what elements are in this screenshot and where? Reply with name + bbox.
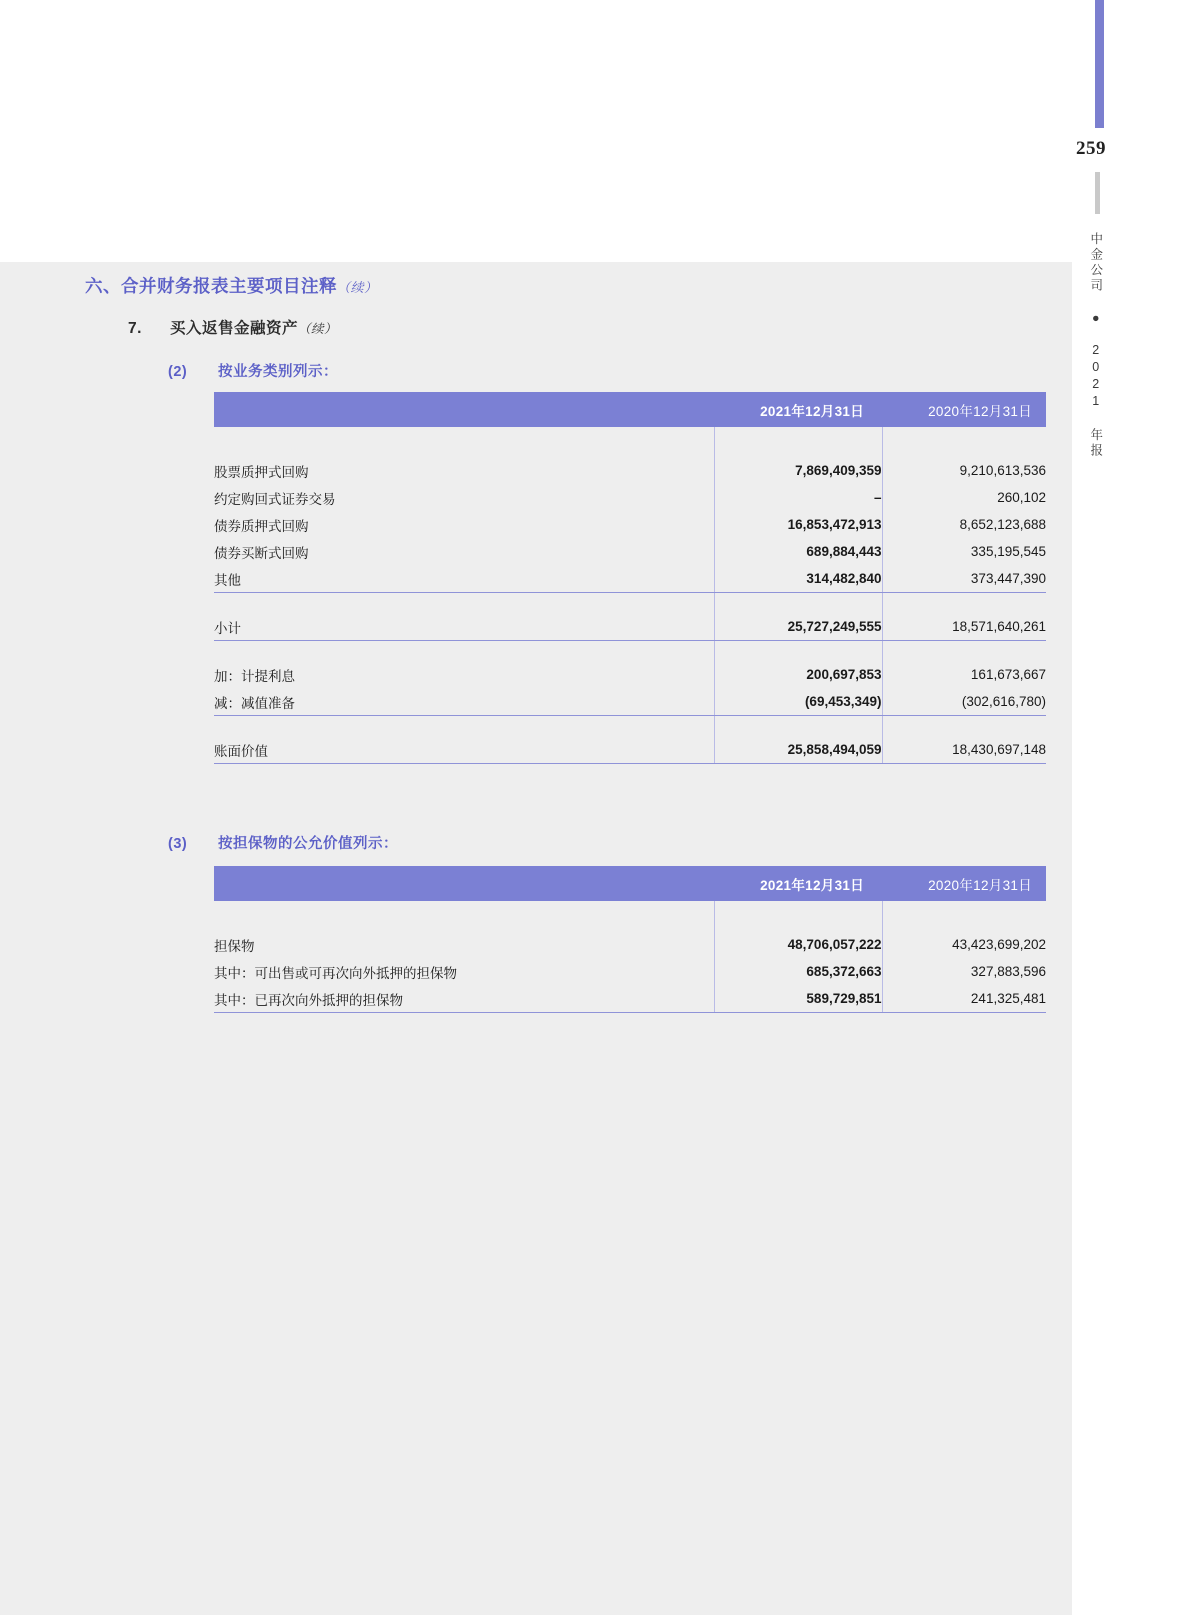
spacer-cell-label [214,901,714,931]
table-header-row [214,866,1046,901]
subtotal-value-2021: 25,727,249,555 [714,613,882,641]
row-value-2021: 685,372,663 [714,958,882,985]
row-label: 担保物 [214,938,255,954]
row-value-2020: 241,325,481 [882,985,1046,1013]
table-total-row [214,736,1046,764]
row-value-2021: 589,729,851 [714,985,882,1013]
table-spacer [214,427,1046,457]
row-value-2020: 335,195,545 [970,544,1046,559]
table-row [214,511,1046,538]
table-row [214,484,1046,511]
table-spacer [214,901,1046,931]
page-marker-bar [1095,0,1104,128]
table-header-2020: 2020年12月31日 [882,866,1046,901]
table-spacer [214,641,1046,662]
total-value-2020: 18,430,697,148 [882,736,1046,764]
spacer-cell-2020 [882,901,1046,931]
item-continued: （续） [298,322,338,336]
item-number: 7. [128,320,142,337]
table-row [214,985,1046,1013]
row-value-2021: 314,482,840 [714,565,882,593]
section-heading [85,273,378,298]
item-title: 买入返售金融资产 [170,320,299,337]
spacer-cell-2020 [882,716,1046,737]
spacer-cell-2021 [714,901,882,931]
business-category-table [214,392,1046,764]
subsection-3-title: 按担保物的公允价值列示： [218,836,398,852]
spacer-cell-2020 [882,427,1046,457]
row-value-2020: 161,673,667 [970,667,1046,682]
subsection-2-title: 按业务类别列示： [218,364,338,380]
running-header-separator: ● [1088,311,1103,326]
row-value-2021: (69,453,349) [714,688,882,716]
row-value-2021: 48,706,057,222 [714,931,882,958]
spacer-cell-2020 [882,593,1046,614]
subtotal-value-2020: 18,571,640,261 [882,613,1046,641]
row-value-2020: 43,423,699,202 [952,937,1046,952]
total-value-2021: 25,858,494,059 [714,736,882,764]
row-value-2020: 373,447,390 [882,565,1046,593]
running-header-company: 中金公司 [1088,232,1103,294]
table-header-row [214,392,1046,427]
section-heading-text: 六、合并财务报表主要项目注释 [85,276,337,296]
row-value-2021: 689,884,443 [714,538,882,565]
running-header [1088,232,1102,459]
item-heading [128,316,337,338]
table-spacer [214,593,1046,614]
table-subtotal-row [214,613,1046,641]
row-label: 其中：可出售或可再次向外抵押的担保物 [214,965,457,981]
row-value-2020: 8,652,123,688 [959,517,1046,532]
table-row [214,688,1046,716]
subtotal-label: 小计 [214,613,714,641]
table-header-2021: 2021年12月31日 [714,866,882,901]
row-value-2021: 7,869,409,359 [714,457,882,484]
subsection-3-heading [168,832,398,853]
row-label: 股票质押式回购 [214,464,309,480]
row-value-2021: 200,697,853 [714,661,882,688]
table-row [214,958,1046,985]
subsection-3-index: (3) [168,836,188,852]
subsection-2-index: (2) [168,364,188,380]
row-value-2021: – [714,484,882,511]
spacer-cell-2021 [714,427,882,457]
row-label: 其中：已再次向外抵押的担保物 [214,985,714,1013]
running-header-report: 2021 年报 [1088,343,1103,459]
subsection-2-heading [168,360,338,381]
spacer-cell-label [214,716,714,737]
row-value-2020: 9,210,613,536 [959,463,1046,478]
table-header-2021: 2021年12月31日 [714,392,882,427]
table-row [214,565,1046,593]
page-number: 259 [1076,138,1106,159]
total-label: 账面价值 [214,736,714,764]
spacer-cell-label [214,593,714,614]
table-row [214,538,1046,565]
row-label: 加：计提利息 [214,668,295,684]
spacer-cell-2020 [882,641,1046,662]
spacer-cell-2021 [714,641,882,662]
row-label: 减：减值准备 [214,688,714,716]
spacer-cell-2021 [714,593,882,614]
table-header-2020: 2020年12月31日 [882,392,1046,427]
row-value-2020: 327,883,596 [970,964,1046,979]
table-spacer [214,716,1046,737]
spacer-cell-label [214,427,714,457]
collateral-fair-value-table [214,866,1046,1013]
table-row [214,931,1046,958]
table-row [214,457,1046,484]
row-value-2021: 16,853,472,913 [714,511,882,538]
page-marker-bar-secondary [1095,172,1100,214]
spacer-cell-label [214,641,714,662]
row-label: 其他 [214,565,714,593]
row-label: 债券质押式回购 [214,518,309,534]
spacer-cell-2021 [714,716,882,737]
row-value-2020: (302,616,780) [882,688,1046,716]
section-heading-continued: （续） [337,280,378,295]
table-header-label [214,866,714,901]
table-row [214,661,1046,688]
row-label: 约定购回式证券交易 [214,491,336,507]
row-value-2020: 260,102 [997,490,1046,505]
row-label: 债券买断式回购 [214,545,309,561]
table-header-label [214,392,714,427]
